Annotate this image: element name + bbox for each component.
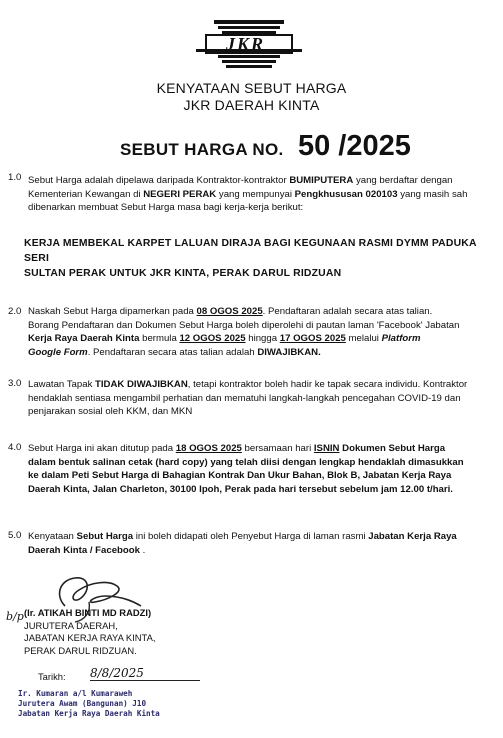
text-run-bold: Daerah Kinta / Facebook (28, 544, 140, 556)
section-4-line-1 (28, 442, 464, 456)
text-run-bold: Jabatan Kerja Raya (368, 531, 457, 542)
work-title-line-1: KERJA MEMBEKAL KARPET LALUAN DIRAJA BAGI KEGUNAAN RASMI DYMM PADUKA SERI (24, 238, 477, 264)
section-4-number: 4.0 (8, 442, 22, 453)
text-run-bold: Sebut Harga (76, 531, 134, 542)
text-run: bermula (139, 333, 180, 345)
text-run: Kenyataan (28, 531, 77, 542)
section-2-text (28, 305, 459, 359)
section-4-line-2 (28, 456, 464, 470)
text-run-bold: Pengkhususan 020103 (294, 188, 398, 200)
day-closing: ISNIN (313, 443, 340, 454)
section-5-line-2 (28, 544, 457, 558)
text-run-bold: dalam bentuk salinan cetak (hard copy) yang telah diisi dengan lengkap hendaklah dimasukkan (28, 456, 464, 468)
text-run: yang masih sah (397, 188, 468, 200)
signatory-block (24, 607, 155, 657)
section-4-text (28, 442, 464, 496)
section-3-text (28, 378, 467, 419)
section-4-line-4 (28, 483, 464, 497)
signatory-name (24, 607, 155, 620)
text-run: . Pendaftaran secara atas talian adalah (87, 346, 258, 358)
document-subtitle: JKR DAERAH KINTA (183, 97, 320, 113)
section-3-line-1 (28, 378, 467, 392)
signatory-title: JURUTERA DAERAH, (24, 619, 118, 631)
date-closing: 18 OGOS 2025 (175, 443, 242, 454)
signatory-location: PERAK DARUL RIDZUAN. (24, 644, 137, 656)
text-run-bold: Daerah Kinta, Jalan Charleton, 30100 Ipoh, Perak pada hari tersebut sebelum jam 12.00 t/hari. (28, 483, 453, 495)
text-run: bersamaan hari (241, 443, 314, 454)
text-run: . (139, 544, 146, 556)
document-title: KENYATAAN SEBUT HARGA (156, 80, 347, 96)
section-1-number: 1.0 (8, 172, 22, 183)
signatory-name-text: (Ir. ATIKAH BINTI MD RADZI) (24, 607, 152, 618)
text-run: Sebut Harga adalah dipelawa daripada Kontraktor-kontraktor (28, 175, 290, 186)
text-run: hingga (245, 333, 280, 345)
jkr-logo (196, 18, 302, 74)
text-run-bold: NEGERI PERAK (143, 188, 217, 200)
sebut-harga-number: 50 /2025 (297, 130, 411, 162)
text-run: Naskah Sebut Harga dipamerkan pada (28, 306, 197, 317)
text-run-bold: DIWAJIBKAN. (257, 346, 321, 358)
jkr-logo-text: JKR (226, 34, 266, 54)
section-2-line-4 (28, 346, 459, 360)
section-3-number: 3.0 (8, 378, 22, 389)
section-5-text (28, 530, 457, 557)
text-run: . Pendaftaran adalah secara atas talian. (262, 306, 433, 317)
section-1-line-3: dibenarkan membuat Sebut Harga masa bagi kerja-kerja berikut: (28, 202, 304, 214)
text-run-bold-italic: Platform (381, 333, 421, 345)
margin-initials: b/p (6, 610, 24, 623)
text-run: Lawatan Tapak (28, 379, 96, 390)
date-registration-start: 12 OGOS 2025 (179, 333, 246, 345)
stamp-line-1: Ir. Kumaran a/l Kumaraweh (18, 689, 133, 698)
stamp-line-3: Jabatan Kerja Raya Daerah Kinta (18, 709, 160, 719)
text-run-bold: Kerja Raya Daerah Kinta (28, 333, 140, 345)
section-1-line-2 (28, 188, 467, 202)
section-3-line-2: hendaklah sentiasa mengambil perhatian dan mematuhi langkah-langkah pencegahan COVID-19 dan (28, 392, 461, 404)
section-2-number: 2.0 (8, 306, 22, 317)
work-title (24, 236, 494, 281)
section-2-line-1 (28, 305, 459, 319)
section-1-line-1 (28, 174, 467, 188)
text-run: yang berdaftar dengan (353, 175, 453, 186)
date-registration-end: 17 OGOS 2025 (279, 333, 346, 345)
section-3-line-3: penjarakan sosial oleh KKM, dan MKN (28, 406, 193, 418)
section-5-line-1 (28, 530, 457, 544)
text-run: ini boleh didapati oleh Penyebut Harga di laman rasmi (133, 531, 369, 542)
section-2-line-2: Borang Pendaftaran dan Dokumen Sebut Harga boleh diperolehi di pautan laman 'Facebook' Jabatan (28, 319, 460, 331)
signatory-department: JABATAN KERJA RAYA KINTA, (24, 632, 156, 644)
text-run: melalui (345, 333, 382, 345)
date-display-from: 08 OGOS 2025 (196, 306, 263, 317)
section-1-text (28, 174, 467, 215)
text-run-bold: BUMIPUTERA (289, 175, 354, 186)
sebut-harga-heading (120, 130, 411, 163)
text-run-bold: ke dalam Peti Sebut Harga di Bahagian Kontrak Dan Ukur Bahan, Blok B, Jabatan Kerja Raya (28, 470, 452, 482)
text-run-bold: Dokumen Sebut Harga (339, 443, 446, 454)
section-2-line-3 (28, 332, 459, 346)
section-4-line-3 (28, 469, 464, 483)
officer-stamp (18, 689, 160, 720)
handwritten-date: 8/8/2025 (90, 666, 200, 681)
stamp-line-2: Jurutera Awam (Bangunan) J10 (18, 699, 147, 709)
sebut-harga-label: SEBUT HARGA NO. (120, 140, 284, 159)
work-title-line-2: SULTAN PERAK UNTUK JKR KINTA, PERAK DARUL RIDZUAN (24, 268, 342, 279)
text-run: Sebut Harga ini akan ditutup pada (28, 443, 176, 454)
text-run-bold-italic: Google Form (28, 346, 88, 358)
text-run: , tetapi kontraktor boleh hadir ke tapak secara individu. Kontraktor (187, 379, 468, 390)
section-5-number: 5.0 (8, 530, 22, 541)
text-run: yang mempunyai (216, 188, 295, 200)
text-run: Kementerian Kewangan di (28, 188, 144, 200)
text-run-bold: TIDAK DIWAJIBKAN (95, 379, 188, 390)
date-label: Tarikh: (38, 671, 66, 682)
